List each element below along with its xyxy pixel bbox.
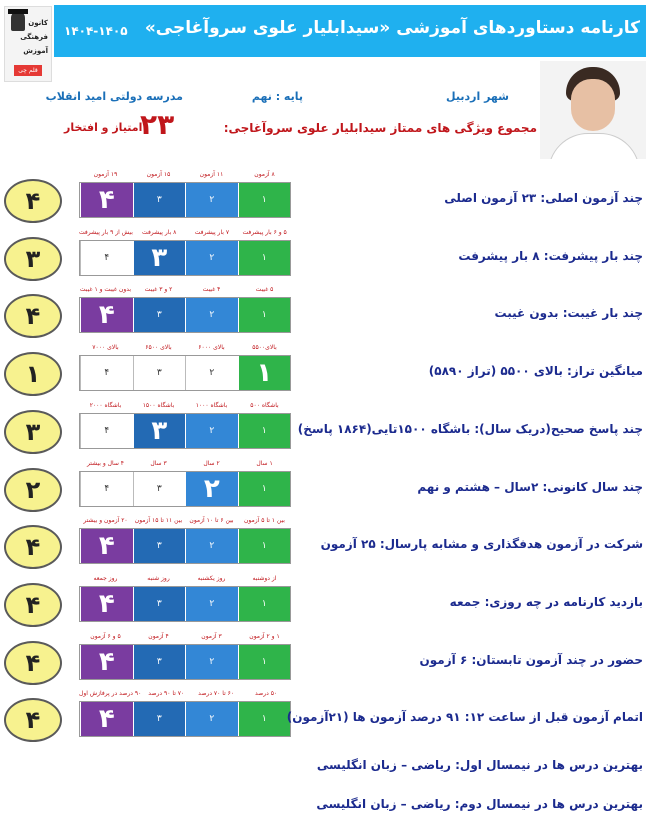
achievement-description: چند آزمون اصلی: ۲۳ آزمون اصلی	[444, 191, 643, 205]
level-boxes	[79, 701, 291, 737]
achievement-row	[0, 574, 651, 634]
level-label: بالای ۶۰۰۰	[198, 344, 225, 352]
level-box: ۱	[238, 472, 291, 506]
level-boxes	[79, 644, 291, 680]
score-suffix: امتیاز و افتخار	[64, 121, 143, 134]
achievement-description: چند بار پیشرفت: ۸ بار پیشرفت	[458, 248, 643, 263]
level-box: ۲	[185, 587, 238, 621]
level-box: ۳	[133, 356, 186, 390]
level-box: ۲	[185, 414, 238, 448]
achievement-description: چند پاسخ صحیح(دریک سال): باشگاه ۱۵۰۰تایی(۱۸۶۴ پاسخ)	[297, 421, 643, 436]
level-label: ۱۱ آزمون	[199, 171, 224, 178]
header-bar	[54, 5, 646, 57]
level-labels	[79, 286, 291, 296]
level-box: ۴	[80, 587, 133, 621]
level-label: باشگاه ۱۵۰۰	[142, 401, 175, 409]
level-boxes	[79, 471, 291, 507]
level-label: بیش از ۹ بار پیشرفت	[79, 228, 133, 236]
level-box: ۳	[133, 529, 186, 563]
logo-line-2: فرهنگی	[20, 33, 48, 41]
level-box: ۱	[238, 241, 291, 275]
header-title: کارنامه دستاوردهای آموزشی «سیدابلیار علوی سروآغاجی»	[144, 18, 640, 38]
logo-tag: قلم چی	[14, 65, 42, 76]
level-boxes	[79, 528, 291, 564]
score-circle: ۴	[4, 641, 62, 685]
student-school: مدرسه دولتی امید انقلاب	[45, 90, 183, 103]
level-box: ۱	[238, 587, 291, 621]
achievement-row	[0, 285, 651, 345]
level-box: ۲	[185, 241, 238, 275]
level-labels	[79, 575, 291, 585]
score-circle: ۳	[4, 237, 62, 281]
logo-line-1: کانون	[28, 19, 48, 27]
level-label: ۴ سال و بیشتر	[86, 459, 125, 467]
score-circle: ۴	[4, 698, 62, 742]
level-box: ۲	[185, 702, 238, 736]
level-box: ۴	[80, 529, 133, 563]
level-label: ۵ و ۶ آزمون	[90, 632, 121, 640]
level-box: ۴	[80, 298, 133, 332]
level-label: ۷۰ تا ۹۰ درصد	[148, 690, 185, 698]
achievement-description: اتمام آزمون قبل از ساعت ۱۲: ۹۱ درصد آزمون ها (۲۱آزمون)	[286, 710, 643, 725]
level-box: ۲	[185, 645, 238, 679]
level-labels	[79, 517, 291, 527]
level-labels	[79, 460, 291, 470]
level-box: ۲	[185, 298, 238, 332]
level-label: ۵ غیبت	[255, 286, 274, 294]
level-box: ۴	[80, 241, 133, 275]
level-labels	[79, 690, 291, 700]
photo-shirt	[548, 133, 640, 159]
achievement-description: چند بار غیبت: بدون غیبت	[494, 306, 643, 321]
level-label: ۸ بار پیشرفت	[142, 228, 177, 236]
level-labels	[79, 171, 291, 181]
level-box: ۳	[133, 241, 186, 275]
level-label: بین ۶ تا ۱۰ آزمون	[189, 517, 234, 525]
level-label: ۷ بار پیشرفت	[194, 228, 230, 236]
kanoon-logo	[4, 6, 52, 82]
level-label: بدون غیبت و ۱ غیبت	[79, 286, 132, 294]
level-box: ۳	[133, 702, 186, 736]
level-label: ۶۰ تا ۷۰ درصد	[198, 690, 235, 698]
level-box: ۲	[185, 356, 238, 390]
level-box: ۱	[238, 298, 291, 332]
level-boxes	[79, 355, 291, 391]
achievement-row	[0, 516, 651, 576]
level-label: بین ۱ تا ۵ آزمون	[244, 517, 285, 525]
level-box: ۴	[80, 356, 133, 390]
level-labels	[79, 344, 291, 354]
level-box: ۱	[238, 183, 291, 217]
header-year: ۱۴۰۴-۱۴۰۵	[64, 24, 128, 38]
level-box: ۴	[80, 702, 133, 736]
level-box: ۳	[133, 645, 186, 679]
student-city: شهر اردبیل	[446, 90, 509, 103]
level-label: ۱۹ آزمون	[93, 171, 118, 178]
score-circle: ۴	[4, 179, 62, 223]
student-grade: پایه : نهم	[251, 90, 303, 103]
score-label: مجموع ویژگی های ممتاز سیدابلیار علوی سروآغاجی:	[223, 121, 537, 135]
level-label: ۴ آزمون	[148, 632, 169, 640]
achievement-row	[0, 228, 651, 288]
logo-line-3: آموزش	[23, 47, 48, 55]
level-label: روز جمعه	[93, 574, 118, 582]
score-circle: ۱	[4, 352, 62, 396]
level-label: ۱ و ۲ آزمون	[249, 632, 280, 640]
level-label: روز شنبه	[147, 574, 170, 582]
level-boxes	[79, 413, 291, 449]
level-label: ۱ سال	[256, 459, 273, 467]
level-label: ۵ و ۶ بار پیشرفت	[242, 228, 287, 236]
level-box: ۳	[133, 183, 186, 217]
achievement-description: حضور در چند آزمون تابستان: ۶ آزمون	[419, 652, 643, 667]
level-label: ۹۰ درصد در پرفازش اول	[79, 690, 142, 698]
achievement-row	[0, 632, 651, 692]
level-label: ۲ سال	[203, 459, 220, 467]
level-label: ۲ و ۳ غیبت	[144, 286, 173, 294]
level-box: ۱	[238, 529, 291, 563]
level-label: ۳ سال	[150, 459, 167, 467]
level-label: باشگاه ۵۰۰	[250, 401, 279, 409]
level-label: ۱۵ آزمون	[146, 171, 171, 178]
achievement-row	[0, 170, 651, 230]
level-labels	[79, 402, 291, 412]
level-box: ۳	[133, 298, 186, 332]
student-photo	[540, 61, 646, 159]
level-label: بالای۵۵۰۰	[252, 344, 277, 352]
achievement-row	[0, 459, 651, 519]
photo-face	[571, 79, 615, 131]
score-circle: ۴	[4, 294, 62, 338]
level-labels	[79, 229, 291, 239]
achievement-description: شرکت در آزمون هدفگذاری و مشابه پارسال: ۲۵ آزمون	[320, 537, 643, 552]
achievement-row	[0, 401, 651, 461]
level-label: بالای ۷۰۰۰	[92, 344, 119, 352]
level-box: ۱	[238, 356, 291, 390]
level-box: ۳	[133, 587, 186, 621]
score-circle: ۴	[4, 525, 62, 569]
level-box: ۴	[80, 645, 133, 679]
level-box: ۴	[80, 414, 133, 448]
level-box: ۴	[80, 472, 133, 506]
achievement-description: بازدید کارنامه در چه روزی: جمعه	[449, 594, 643, 609]
graduate-figure-icon	[11, 11, 25, 31]
best-subjects-first: بهترین درس ها در نیمسال اول: ریاضی – زبان انگلیسی	[316, 758, 643, 772]
achievement-row	[0, 343, 651, 403]
score-circle: ۴	[4, 583, 62, 627]
score-circle: ۲	[4, 468, 62, 512]
level-label: ۵۰ درصد	[254, 690, 278, 698]
level-boxes	[79, 240, 291, 276]
level-label: از دوشنبه	[252, 574, 277, 582]
level-box: ۱	[238, 645, 291, 679]
level-box: ۳	[133, 414, 186, 448]
achievement-description: میانگین تراز: بالای ۵۵۰۰ (تراز ۵۸۹۰)	[428, 364, 643, 379]
level-box: ۲	[185, 472, 238, 506]
level-label: باشگاه ۱۰۰۰	[195, 401, 228, 409]
level-box: ۲	[185, 529, 238, 563]
graduation-cap-icon	[8, 9, 28, 14]
score-circle: ۳	[4, 410, 62, 454]
level-label: بین ۱۱ تا ۱۵ آزمون	[134, 517, 183, 525]
level-box: ۱	[238, 702, 291, 736]
level-box: ۳	[133, 472, 186, 506]
level-label: ۳ آزمون	[201, 632, 222, 640]
level-boxes	[79, 297, 291, 333]
level-boxes	[79, 182, 291, 218]
level-label: روز یکشنبه	[197, 574, 226, 582]
achievement-description: چند سال کانونی: ۲سال – هشتم و نهم	[417, 479, 643, 494]
best-subjects-second: بهترین درس ها در نیمسال دوم: ریاضی – زبان انگلیسی	[316, 797, 643, 811]
level-box: ۲	[185, 183, 238, 217]
level-boxes	[79, 586, 291, 622]
level-box: ۱	[238, 414, 291, 448]
level-labels	[79, 633, 291, 643]
level-label: ۲۰ آزمون و بیشتر	[83, 517, 128, 525]
level-box: ۴	[80, 183, 133, 217]
achievement-row	[0, 689, 651, 749]
level-label: بالای ۶۵۰۰	[145, 344, 172, 352]
level-label: ۸ آزمون	[254, 171, 275, 178]
level-label: ۴ غیبت	[202, 286, 221, 294]
score-value: ۲۳	[140, 108, 175, 141]
level-label: باشگاه ۲۰۰۰	[89, 401, 122, 409]
